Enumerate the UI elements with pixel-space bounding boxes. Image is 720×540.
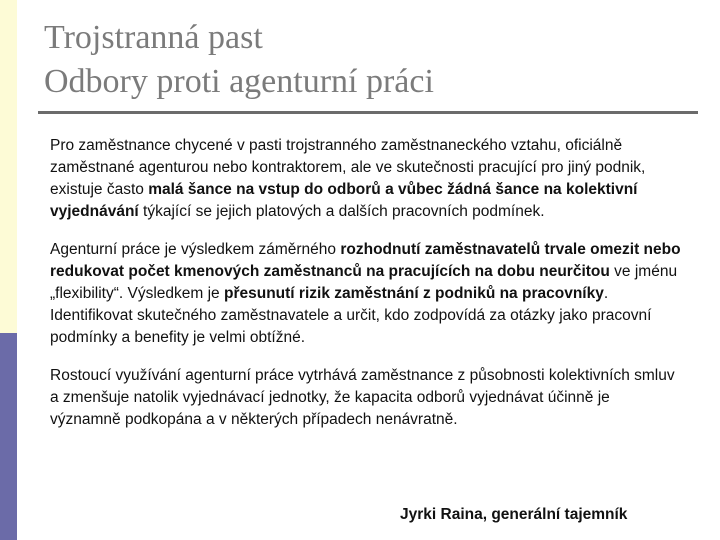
paragraph-1 <box>50 135 682 223</box>
paragraph-2-text-3: . Identifikovat skutečného zaměstnavatele a určit, kdo zodpovídá za otázky jako pracovní podmínky a benefity je velmi obtížné. <box>50 285 652 346</box>
slide-title-line2: Odbory proti agenturní práci <box>44 63 434 100</box>
paragraph-1-bold-1: malá šance na vstup do odborů a vůbec žádná šance na kolektivní vyjednávání <box>50 181 638 220</box>
paragraph-1-text-2: týkající se jejich platových a dalších pracovních podmínek. <box>138 203 545 220</box>
sidebar-decoration <box>0 0 17 540</box>
paragraph-1-text-1: Pro zaměstnance chycené v pasti trojstranného zaměstnaneckého vztahu, oficiálně zaměstnané agenturou nebo kontraktorem, ale ve skutečnosti pracující pro jiný podnik, existuje často <box>50 137 646 198</box>
paragraph-2-bold-1: rozhodnutí zaměstnavatelů trvale omezit nebo redukovat počet kmenových zaměstnanců na pracujících na dobu neurčitou <box>50 241 681 280</box>
paragraph-3-text-1: Rostoucí využívání agenturní práce vytrhává zaměstnance z působnosti kolektivních smluv a zmenšuje natolik vyjednávací jednotky, že kapacita odborů vyjednávat účinně je významně podkopána a v některých případech nenávratně. <box>50 367 675 428</box>
paragraph-3 <box>50 365 682 431</box>
signature: Jyrki Raina, generální tajemník <box>400 506 628 523</box>
paragraph-2-text-1: Agenturní práce je výsledkem záměrného <box>50 241 341 258</box>
paragraph-2 <box>50 239 682 349</box>
sidebar-top-band <box>0 0 17 333</box>
paragraph-2-bold-2: přesunutí rizik zaměstnání z podniků na pracovníky <box>224 285 604 302</box>
title-underline <box>38 111 698 114</box>
sidebar-bottom-band <box>0 333 17 540</box>
slide-title-line1: Trojstranná past <box>44 19 263 56</box>
paragraph-2-text-2: ve jménu „flexibility“. Výsledkem je <box>50 263 678 302</box>
slide-body <box>50 135 682 447</box>
slide-title <box>44 16 704 104</box>
